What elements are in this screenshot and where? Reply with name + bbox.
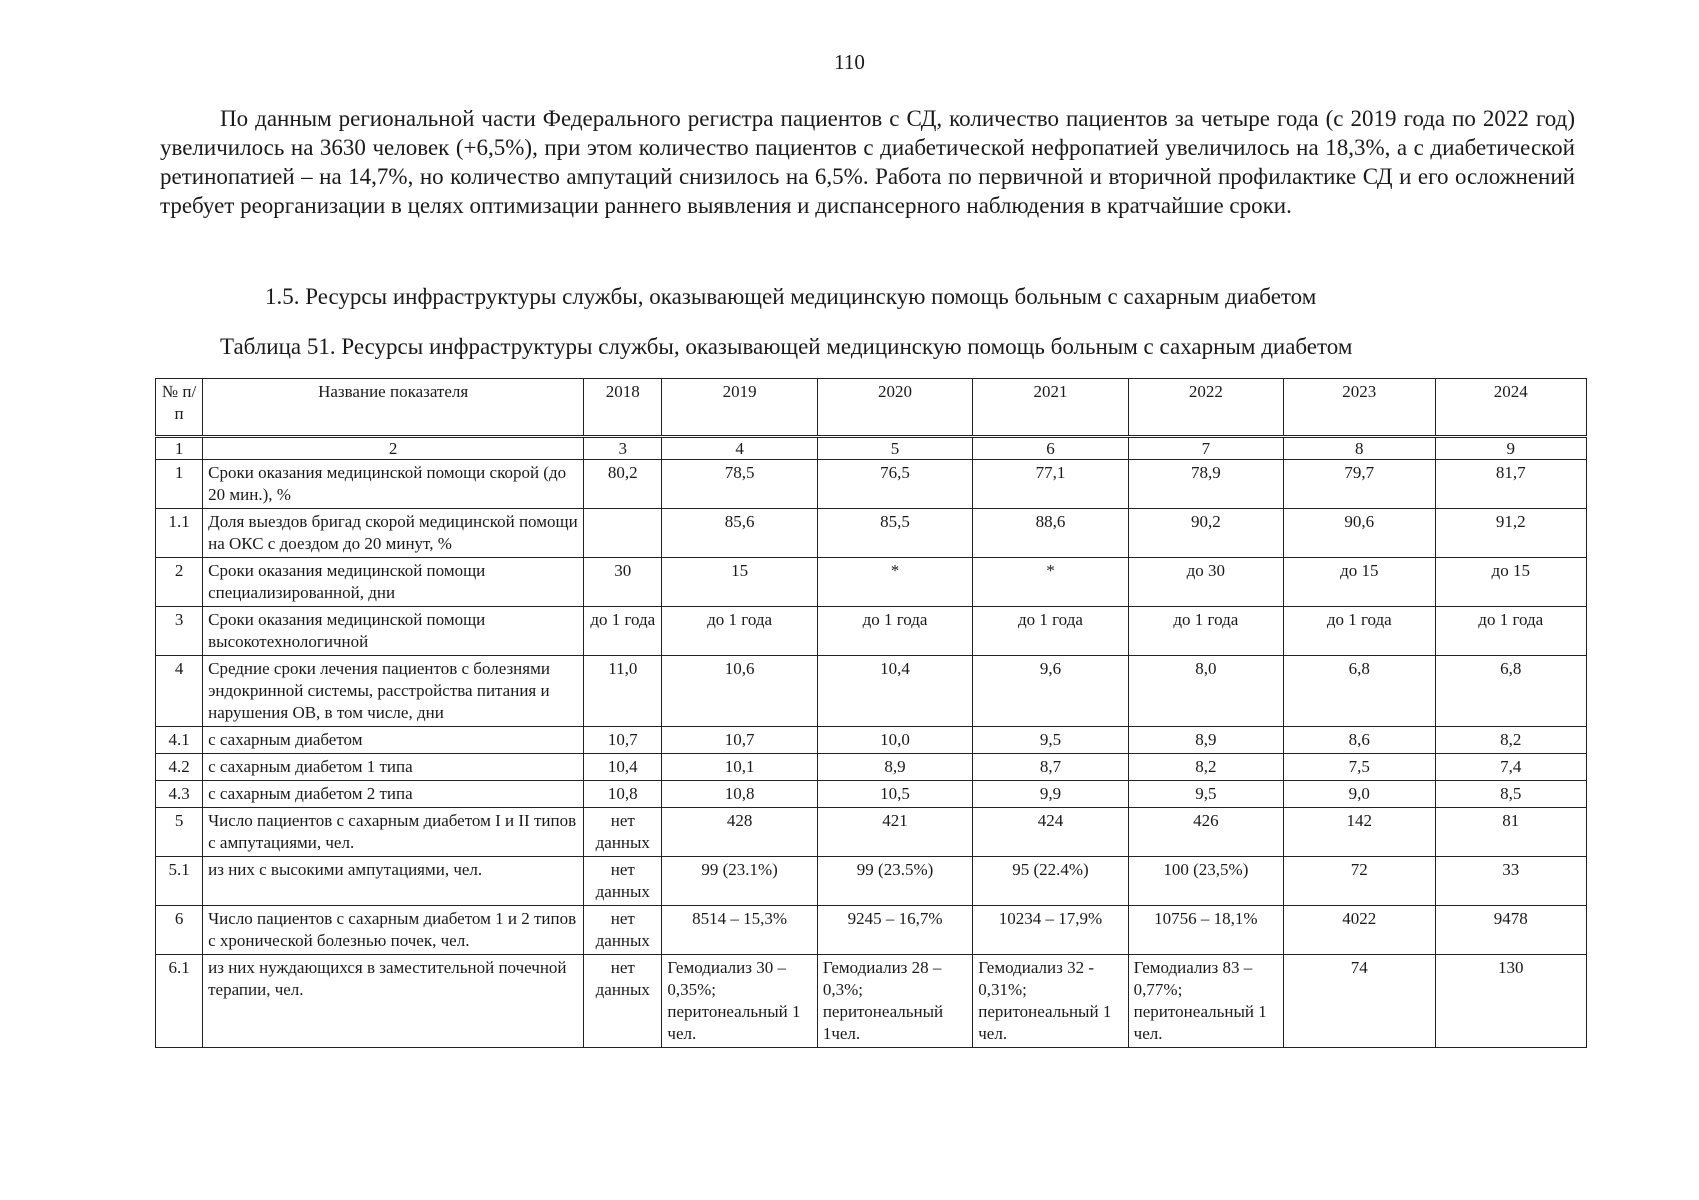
header-cell-2022: 2022: [1128, 379, 1283, 437]
value-2022-cell: 426: [1128, 808, 1283, 857]
value-2023-cell: до 1 года: [1284, 607, 1435, 656]
value-2022-cell: Гемодиализ 83 – 0,77%; перитонеальный 1 чел.: [1128, 955, 1283, 1048]
value-2020-cell: 10,4: [817, 656, 972, 727]
indicator-name-cell: Доля выездов бригад скорой медицинской помощи на ОКС с доездом до 20 минут, %: [203, 509, 584, 558]
value-2021-cell: Гемодиализ 32 - 0,31%; перитонеальный 1 чел.: [973, 955, 1128, 1048]
value-2021-cell: 95 (22.4%): [973, 857, 1128, 906]
column-number-cell: 3: [584, 437, 662, 460]
value-2018-cell: 10,4: [584, 754, 662, 781]
value-2022-cell: 90,2: [1128, 509, 1283, 558]
header-cell-2023: 2023: [1284, 379, 1435, 437]
column-number-row: [156, 437, 1587, 460]
value-2019-cell: 8514 – 15,3%: [662, 906, 817, 955]
resources-table: [155, 378, 1587, 1048]
value-2023-cell: 142: [1284, 808, 1435, 857]
header-cell-2018: 2018: [584, 379, 662, 437]
value-2022-cell: 78,9: [1128, 460, 1283, 509]
value-2019-cell: 78,5: [662, 460, 817, 509]
value-2022-cell: 8,0: [1128, 656, 1283, 727]
row-number-cell: 4.1: [156, 727, 203, 754]
value-2019-cell: 10,6: [662, 656, 817, 727]
value-2021-cell: 10234 – 17,9%: [973, 906, 1128, 955]
indicator-name-cell: Сроки оказания медицинской помощи специализированной, дни: [203, 558, 584, 607]
value-2018-cell: 80,2: [584, 460, 662, 509]
header-cell-2024: 2024: [1435, 379, 1587, 437]
value-2019-cell: 10,7: [662, 727, 817, 754]
value-2019-cell: 85,6: [662, 509, 817, 558]
value-2020-cell: 10,0: [817, 727, 972, 754]
value-2024-cell: 7,4: [1435, 754, 1587, 781]
value-2021-cell: 8,7: [973, 754, 1128, 781]
row-number-cell: 1.1: [156, 509, 203, 558]
value-2021-cell: 9,9: [973, 781, 1128, 808]
body-paragraph: По данным региональной части Федерального регистра пациентов с СД, количество пациентов за четыре года (с 2019 года по 2022 год) увеличилось на 3630 человек (+6,5%), при этом количество пациентов с диабетической нефропатией увеличилось на 18,3%, а с диабетической ретинопатией – на 14,7%, но количество ампутаций снизилось на 6,5%. Работа по первичной и вторичной профилактике СД и его осложнений требует реорганизации в целях оптимизации раннего выявления и диспансерного наблюдения в кратчайшие сроки.: [160, 106, 1575, 218]
table-row: [156, 754, 1587, 781]
value-2023-cell: 79,7: [1284, 460, 1435, 509]
value-2018-cell: до 1 года: [584, 607, 662, 656]
value-2018-cell: [584, 509, 662, 558]
column-number-cell: 2: [203, 437, 584, 460]
value-2023-cell: 6,8: [1284, 656, 1435, 727]
row-number-cell: 5.1: [156, 857, 203, 906]
table-row: [156, 656, 1587, 727]
value-2022-cell: 100 (23,5%): [1128, 857, 1283, 906]
row-number-cell: 6: [156, 906, 203, 955]
column-number-cell: 7: [1128, 437, 1283, 460]
value-2020-cell: до 1 года: [817, 607, 972, 656]
page-number: 110: [834, 50, 865, 74]
row-number-cell: 3: [156, 607, 203, 656]
value-2018-cell: 30: [584, 558, 662, 607]
value-2024-cell: 33: [1435, 857, 1587, 906]
indicator-name-cell: с сахарным диабетом 2 типа: [203, 781, 584, 808]
value-2022-cell: до 1 года: [1128, 607, 1283, 656]
indicator-name-cell: Число пациентов с сахарным диабетом 1 и 2 типов с хронической болезнью почек, чел.: [203, 906, 584, 955]
value-2024-cell: 130: [1435, 955, 1587, 1048]
value-2024-cell: 81,7: [1435, 460, 1587, 509]
indicator-name-cell: Число пациентов с сахарным диабетом I и II типов с ампутациями, чел.: [203, 808, 584, 857]
table-row: [156, 808, 1587, 857]
table-row: [156, 955, 1587, 1048]
value-2021-cell: *: [973, 558, 1128, 607]
value-2020-cell: 421: [817, 808, 972, 857]
value-2018-cell: нет данных: [584, 808, 662, 857]
table-row: [156, 509, 1587, 558]
row-number-cell: 5: [156, 808, 203, 857]
indicator-name-cell: с сахарным диабетом: [203, 727, 584, 754]
table-row: [156, 727, 1587, 754]
value-2019-cell: 428: [662, 808, 817, 857]
row-number-cell: 4: [156, 656, 203, 727]
table-row: [156, 607, 1587, 656]
value-2022-cell: 10756 – 18,1%: [1128, 906, 1283, 955]
column-number-cell: 8: [1284, 437, 1435, 460]
value-2024-cell: 8,5: [1435, 781, 1587, 808]
value-2020-cell: 10,5: [817, 781, 972, 808]
value-2023-cell: 74: [1284, 955, 1435, 1048]
table-caption: Таблица 51. Ресурсы инфраструктуры службы, оказывающей медицинскую помощь больным с сахарным диабетом: [220, 334, 1353, 359]
value-2020-cell: 85,5: [817, 509, 972, 558]
column-number-cell: 5: [817, 437, 972, 460]
value-2018-cell: нет данных: [584, 906, 662, 955]
value-2022-cell: 8,2: [1128, 754, 1283, 781]
value-2021-cell: 88,6: [973, 509, 1128, 558]
value-2023-cell: 8,6: [1284, 727, 1435, 754]
value-2018-cell: нет данных: [584, 857, 662, 906]
value-2020-cell: 99 (23.5%): [817, 857, 972, 906]
table-row: [156, 460, 1587, 509]
indicator-name-cell: из них нуждающихся в заместительной почечной терапии, чел.: [203, 955, 584, 1048]
value-2019-cell: до 1 года: [662, 607, 817, 656]
column-number-cell: 1: [156, 437, 203, 460]
value-2022-cell: до 30: [1128, 558, 1283, 607]
value-2018-cell: 10,8: [584, 781, 662, 808]
table-row: [156, 781, 1587, 808]
value-2024-cell: 81: [1435, 808, 1587, 857]
value-2019-cell: Гемодиализ 30 – 0,35%; перитонеальный 1 чел.: [662, 955, 817, 1048]
value-2024-cell: до 1 года: [1435, 607, 1587, 656]
indicator-name-cell: Сроки оказания медицинской помощи скорой (до 20 мин.), %: [203, 460, 584, 509]
value-2019-cell: 10,8: [662, 781, 817, 808]
value-2021-cell: 77,1: [973, 460, 1128, 509]
value-2021-cell: 9,6: [973, 656, 1128, 727]
row-number-cell: 2: [156, 558, 203, 607]
table-row: [156, 857, 1587, 906]
value-2019-cell: 15: [662, 558, 817, 607]
row-number-cell: 4.3: [156, 781, 203, 808]
value-2021-cell: до 1 года: [973, 607, 1128, 656]
value-2024-cell: 91,2: [1435, 509, 1587, 558]
header-cell-name: Название показателя: [203, 379, 584, 437]
value-2022-cell: 9,5: [1128, 781, 1283, 808]
column-number-cell: 6: [973, 437, 1128, 460]
value-2024-cell: 9478: [1435, 906, 1587, 955]
value-2023-cell: 4022: [1284, 906, 1435, 955]
row-number-cell: 1: [156, 460, 203, 509]
column-number-cell: 4: [662, 437, 817, 460]
header-cell-number: № п/п: [156, 379, 203, 437]
value-2023-cell: 90,6: [1284, 509, 1435, 558]
header-cell-2021: 2021: [973, 379, 1128, 437]
row-number-cell: 6.1: [156, 955, 203, 1048]
value-2018-cell: 11,0: [584, 656, 662, 727]
indicator-name-cell: Сроки оказания медицинской помощи высокотехнологичной: [203, 607, 584, 656]
table-row: [156, 906, 1587, 955]
value-2019-cell: 10,1: [662, 754, 817, 781]
value-2020-cell: 8,9: [817, 754, 972, 781]
indicator-name-cell: из них с высокими ампутациями, чел.: [203, 857, 584, 906]
value-2018-cell: 10,7: [584, 727, 662, 754]
header-cell-2020: 2020: [817, 379, 972, 437]
value-2020-cell: *: [817, 558, 972, 607]
value-2021-cell: 424: [973, 808, 1128, 857]
value-2023-cell: 72: [1284, 857, 1435, 906]
table-row: [156, 558, 1587, 607]
table-header-row: [156, 379, 1587, 437]
value-2024-cell: до 15: [1435, 558, 1587, 607]
value-2022-cell: 8,9: [1128, 727, 1283, 754]
value-2018-cell: нет данных: [584, 955, 662, 1048]
value-2020-cell: Гемодиализ 28 – 0,3%; перитонеальный 1чел.: [817, 955, 972, 1048]
value-2020-cell: 76,5: [817, 460, 972, 509]
column-number-cell: 9: [1435, 437, 1587, 460]
value-2024-cell: 8,2: [1435, 727, 1587, 754]
row-number-cell: 4.2: [156, 754, 203, 781]
value-2020-cell: 9245 – 16,7%: [817, 906, 972, 955]
value-2019-cell: 99 (23.1%): [662, 857, 817, 906]
value-2023-cell: 7,5: [1284, 754, 1435, 781]
value-2023-cell: 9,0: [1284, 781, 1435, 808]
indicator-name-cell: Средние сроки лечения пациентов с болезнями эндокринной системы, расстройства питания и нарушения ОВ, в том числе, дни: [203, 656, 584, 727]
indicator-name-cell: с сахарным диабетом 1 типа: [203, 754, 584, 781]
value-2021-cell: 9,5: [973, 727, 1128, 754]
section-heading: 1.5. Ресурсы инфраструктуры службы, оказывающей медицинскую помощь больным с сахарным диабетом: [265, 284, 1317, 309]
value-2024-cell: 6,8: [1435, 656, 1587, 727]
value-2023-cell: до 15: [1284, 558, 1435, 607]
header-cell-2019: 2019: [662, 379, 817, 437]
